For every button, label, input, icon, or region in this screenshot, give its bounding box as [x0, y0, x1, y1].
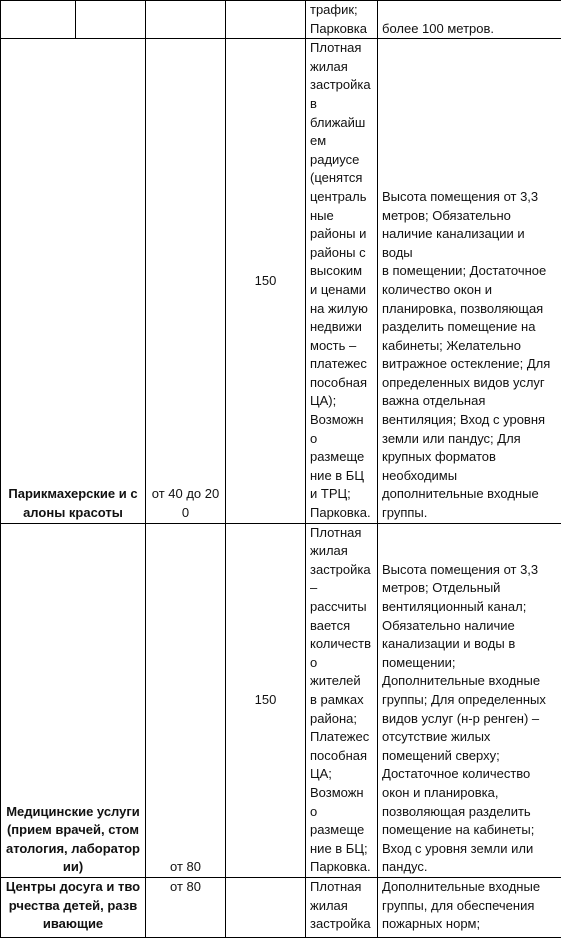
row-3-count-cell — [226, 877, 306, 937]
row-2-requirements-cell: Высота помещения от 3,3 метров; Отдельный вентиляционный канал; Обязательно наличие канализации и воды в помещении; Дополнительные входные группы; Для определенных видов услуг (н-р ренген) – отсутствие жилых помещений сверху; Достаточное количество окон и планировка, позволяющая разделить помещение на кабинеты; Вход с уровня земли или пандус. — [378, 523, 561, 877]
table-row — [1, 877, 561, 937]
row-1-requirements-cell: Высота помещения от 3,3 метров; Обязательно наличие канализации и воды в помещении; Достаточное количество окон и планировка, позволяющая разделить помещение на кабинеты; Желательно витражное остекление; Для определенных видов услуг важна отдельная вентиляция; Вход с уровня земли или пандус; Для крупных форматов необходимы дополнительные входные группы. — [378, 39, 561, 523]
row-3-area-cell: от 80 — [146, 877, 226, 937]
row-1-type-cell: Парикмахерские и салоны красоты — [1, 39, 146, 523]
table-row — [1, 39, 561, 523]
row-0-blank-cell — [1, 1, 76, 39]
row-3-location-cell: Плотная жилая застройка — [306, 877, 378, 937]
row-2-area-cell: от 80 — [146, 523, 226, 877]
row-0-requirements-cell: более 100 метров. — [378, 1, 561, 39]
table-row — [1, 523, 561, 877]
row-3-requirements-cell: Дополнительные входные группы, для обеспечения пожарных норм; — [378, 877, 561, 937]
row-0-location-cell: трафик; Парковка — [306, 1, 378, 39]
row-1-count-cell: 150 — [226, 39, 306, 523]
row-3-type-cell: Центры досуга и творчества детей, развивающие — [1, 877, 146, 937]
row-1-location-cell: Плотная жилая застройка в ближайш ем радиусе (ценятся централь ные районы и районы с высоким и ценами на жилую недвижи мость – платежес пособная ЦА); Возможн о размеще ние в БЦ и ТРЦ; Парковка. — [306, 39, 378, 523]
row-2-type-cell: Медицинские услуги (прием врачей, стоматология, лаборатории) — [1, 523, 146, 877]
table-row — [1, 1, 561, 39]
row-2-count-cell: 150 — [226, 523, 306, 877]
row-2-location-cell: Плотная жилая застройка – рассчиты вается количеств о жителей в рамках района; Платежес пособная ЦА; Возможн о размеще ние в БЦ; Парковка. — [306, 523, 378, 877]
row-0-type-cell — [76, 1, 146, 39]
row-0-count-cell — [226, 1, 306, 39]
row-0-area-cell — [146, 1, 226, 39]
row-1-area-cell: от 40 до 200 — [146, 39, 226, 523]
